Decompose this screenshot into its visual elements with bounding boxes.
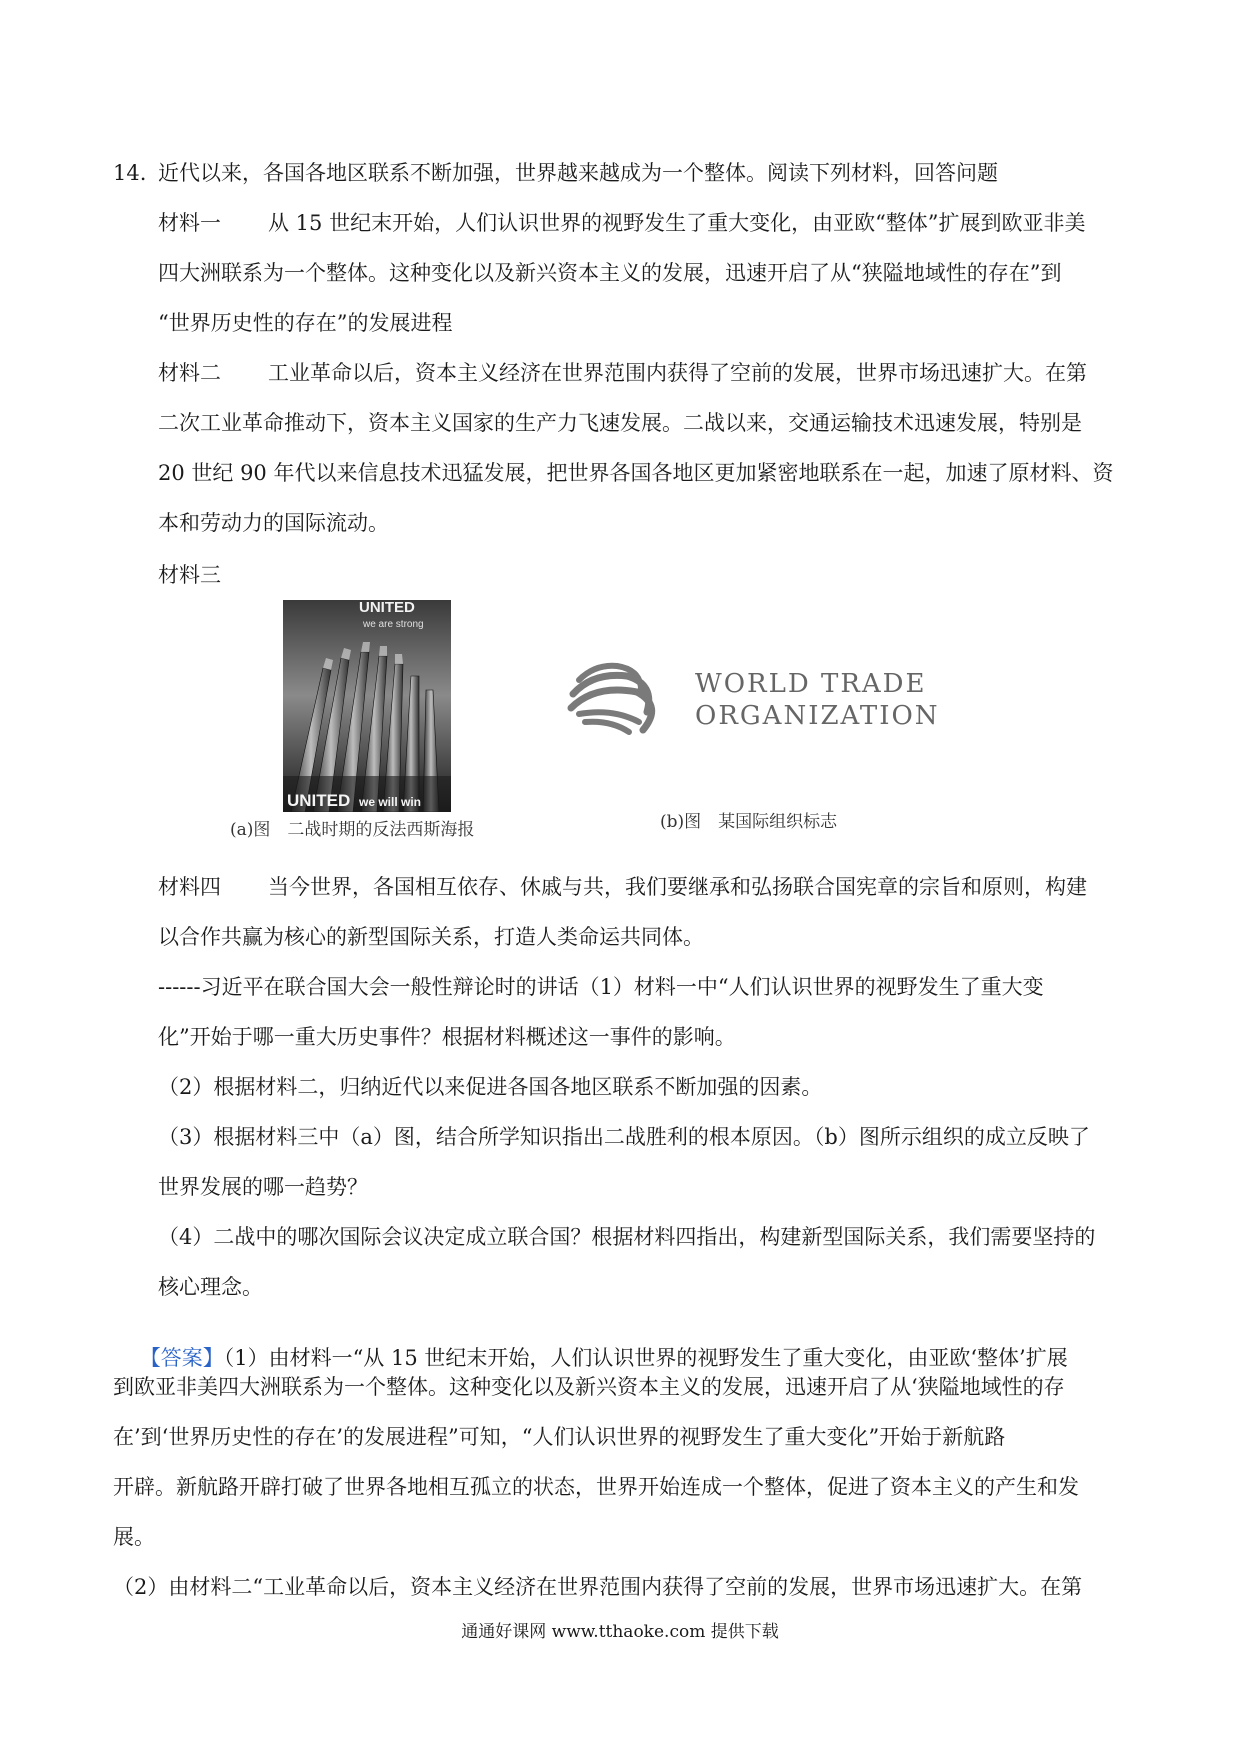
sub-question-1: 化”开始于哪一重大历史事件？根据材料概述这一事件的影响。 — [158, 1025, 736, 1049]
material-3-label: 材料三 — [158, 563, 221, 587]
answer-line: （2）由材料二“工业革命以后，资本主义经济在世界范围内获得了空前的发展，世界市场迅速扩大。在第 — [113, 1575, 1083, 1599]
source-line: ------习近平在联合国大会一般性辩论时的讲话（1）材料一中“人们认识世界的视野发生了重大变 — [158, 975, 1044, 999]
wto-text-line-1: WORLD TRADE — [695, 669, 927, 699]
poster-top-title: UNITED — [359, 600, 415, 616]
answer-line: 在’到‘世界历史性的存在’的发展进程”可知，“人们认识世界的视野发生了重大变化”开始于新航路 — [113, 1425, 1006, 1449]
wto-text-line-2: ORGANIZATION — [695, 701, 940, 731]
material-2-line: 工业革命以后，资本主义经济在世界范围内获得了空前的发展，世界市场迅速扩大。在第 — [268, 361, 1087, 385]
answer-line: 展。 — [113, 1525, 155, 1549]
sub-question-3: 世界发展的哪一趋势？ — [158, 1175, 368, 1199]
sub-question-2: （2）根据材料二，归纳近代以来促进各国各地区联系不断加强的因素。 — [158, 1075, 823, 1099]
caption-a: (a)图 二战时期的反法西斯海报 — [230, 820, 475, 840]
answer-tag: 【答案】 — [139, 1346, 224, 1370]
material-4-line: 当今世界，各国相互依存、休戚与共，我们要继承和弘扬联合国宪章的宗旨和原则，构建 — [268, 875, 1087, 899]
footer-tail: 提供下载 — [710, 1622, 779, 1642]
page-footer — [0, 1617, 1240, 1642]
material-2-line: 二次工业革命推动下，资本主义国家的生产力飞速发展。二战以来，交通运输技术迅速发展，特别是 — [158, 411, 1082, 435]
sub-question-4: 核心理念。 — [158, 1275, 263, 1299]
footer-url: www.tthaoke.com — [551, 1622, 706, 1642]
material-2-line: 20 世纪 90 年代以来信息技术迅猛发展，把世界各国各地区更加紧密地联系在一起，加速了原材料、资 — [158, 461, 1114, 485]
sub-question-4: （4）二战中的哪次国际会议决定成立联合国？根据材料四指出，构建新型国际关系，我们需要坚持的 — [158, 1225, 1096, 1249]
question-stem: 近代以来，各国各地区联系不断加强，世界越来越成为一个整体。阅读下列材料，回答问题 — [158, 161, 998, 185]
material-1-line: 四大洲联系为一个整体。这种变化以及新兴资本主义的发展，迅速开启了从“狭隘地域性的存在”到 — [158, 261, 1062, 285]
material-1-line: 从 15 世纪末开始，人们认识世界的视野发生了重大变化，由亚欧“整体”扩展到欧亚非美 — [268, 211, 1086, 235]
poster-bottom-subtitle: we will win — [359, 795, 422, 809]
answer-line: 开辟。新航路开辟打破了世界各地相互孤立的状态，世界开始连成一个整体，促进了资本主义的产生和发 — [113, 1475, 1079, 1499]
material-2-label: 材料二 — [158, 361, 221, 385]
footer-site-name: 通通好课网 — [461, 1622, 547, 1642]
poster-bottom-title: UNITED — [287, 791, 351, 810]
anti-fascist-poster — [283, 600, 451, 812]
material-4-label: 材料四 — [158, 875, 221, 899]
answer-text: （1）由材料一“从 15 世纪末开始，人们认识世界的视野发生了重大变化，由亚欧‘整体’扩展 — [223, 1346, 1068, 1370]
caption-b: (b)图 某国际组织标志 — [660, 812, 838, 832]
sub-question-3: （3）根据材料三中（a）图，结合所学知识指出二战胜利的根本原因。（b）图所示组织的成立反映了 — [158, 1125, 1090, 1149]
answer-line: 到欧亚非美四大洲联系为一个整体。这种变化以及新兴资本主义的发展，迅速开启了从‘狭隘地域性的存 — [113, 1375, 1065, 1399]
material-1-label: 材料一 — [158, 211, 221, 235]
material-2-line: 本和劳动力的国际流动。 — [158, 511, 389, 535]
poster-image — [283, 600, 451, 812]
wto-logo-icon — [565, 650, 675, 740]
material-4-line: 以合作共赢为核心的新型国际关系，打造人类命运共同体。 — [158, 925, 704, 949]
question-number: 14. — [113, 161, 147, 185]
poster-top-subtitle: we are strong — [363, 619, 424, 630]
material-1-line: “世界历史性的存在”的发展进程 — [158, 311, 453, 335]
